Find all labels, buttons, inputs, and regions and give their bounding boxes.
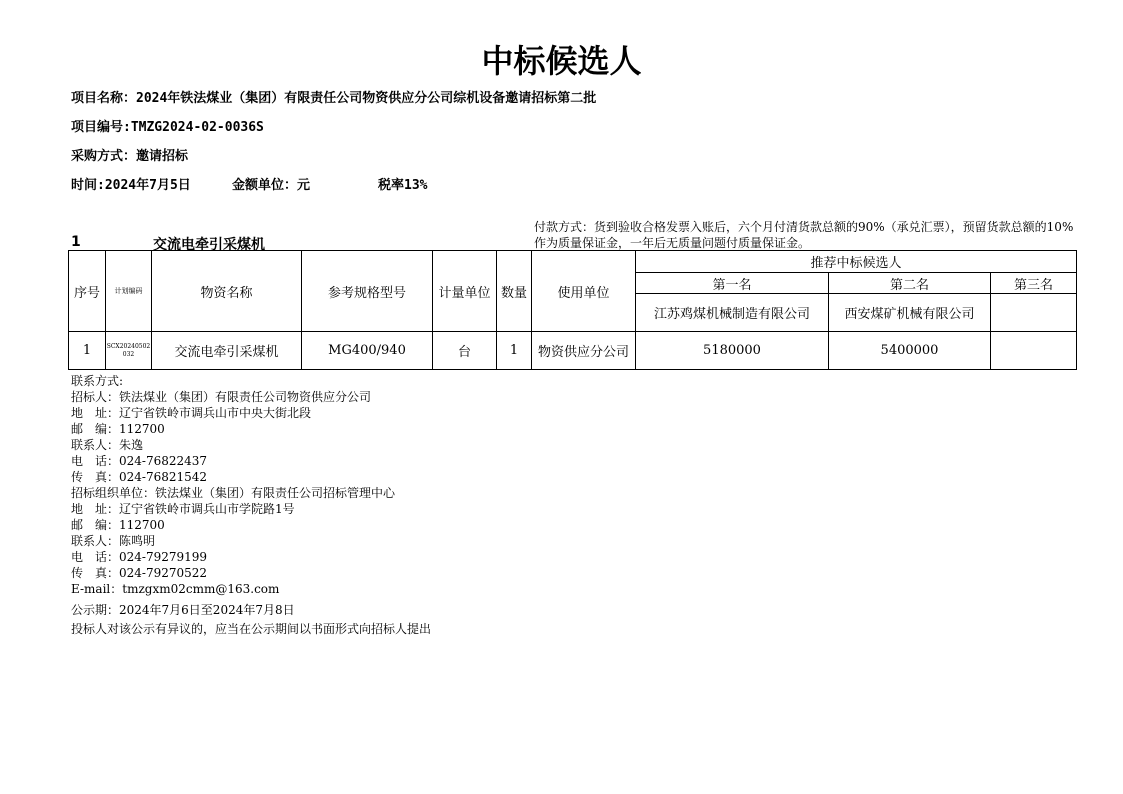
amount-unit: 金额单位：元 xyxy=(232,178,311,193)
header-spec: 参考规格型号 xyxy=(302,251,433,332)
candidate-first-name: 江苏鸡煤机械制造有限公司 xyxy=(636,294,829,332)
procurement-method: 采购方式：邀请招标 xyxy=(71,149,189,164)
header-item-name: 物资名称 xyxy=(152,251,302,332)
candidate-third-name xyxy=(991,294,1077,332)
project-number: 项目编号:TMZG2024-02-0036S xyxy=(71,120,264,135)
tax-rate: 税率13% xyxy=(378,178,428,193)
section-name: 交流电牵引采煤机 xyxy=(153,237,265,253)
header-plan-no: 计划编码 xyxy=(106,251,152,332)
header-unit: 计量单位 xyxy=(433,251,497,332)
publish-time: 时间:2024年7月5日 xyxy=(71,178,191,193)
contact-line: 地 址：辽宁省铁岭市调兵山市学院路1号 xyxy=(71,502,295,516)
row-plan-no: SCX20240502032 xyxy=(106,332,152,370)
contact-line: 地 址：辽宁省铁岭市调兵山市中央大街北段 xyxy=(71,406,312,420)
table-row xyxy=(69,332,1077,370)
contact-line: 招标人：铁法煤业（集团）有限责任公司物资供应分公司 xyxy=(71,390,372,404)
notice-period: 公示期：2024年7月6日至2024年7月8日 xyxy=(71,603,295,617)
contact-info xyxy=(71,373,395,597)
candidate-second-name: 西安煤矿机械有限公司 xyxy=(829,294,991,332)
row-seq: 1 xyxy=(69,332,106,370)
contact-line: 联系人：朱逸 xyxy=(71,438,144,452)
contact-line: 传 真：024-76821542 xyxy=(71,470,208,484)
objection-notice: 投标人对该公示有异议的，应当在公示期间以书面形式向招标人提出 xyxy=(71,622,432,636)
row-second-price: 5400000 xyxy=(829,332,991,370)
contact-line: 联系人：陈鸣明 xyxy=(71,534,156,548)
header-qty: 数量 xyxy=(497,251,532,332)
header-user-unit: 使用单位 xyxy=(532,251,636,332)
contact-line: 招标组织单位：铁法煤业（集团）有限责任公司招标管理中心 xyxy=(71,486,396,500)
contact-line: 传 真：024-79270522 xyxy=(71,566,208,580)
header-seq: 序号 xyxy=(69,251,106,332)
contact-line: 邮 编：112700 xyxy=(71,422,165,436)
section-number: 1 xyxy=(71,234,81,250)
header-third: 第三名 xyxy=(991,273,1077,294)
row-user-unit: 物资供应分公司 xyxy=(532,332,636,370)
header-first: 第一名 xyxy=(636,273,829,294)
contact-line: 电 话：024-79279199 xyxy=(71,550,208,564)
contact-line: E-mail：tmzgxm02cmm@163.com xyxy=(71,582,280,596)
page-title: 中标候选人 xyxy=(481,42,642,80)
contact-line: 联系方式: xyxy=(71,374,124,388)
candidate-table xyxy=(68,250,1077,370)
row-unit: 台 xyxy=(433,332,497,370)
row-item-name: 交流电牵引采煤机 xyxy=(152,332,302,370)
row-first-price: 5180000 xyxy=(636,332,829,370)
contact-line: 电 话：024-76822437 xyxy=(71,454,208,468)
header-second: 第二名 xyxy=(829,273,991,294)
project-name: 项目名称：2024年铁法煤业（集团）有限责任公司物资供应分公司综机设备邀请招标第二批 xyxy=(71,91,597,106)
payment-terms: 付款方式：货到验收合格发票入账后，六个月付清货款总额的90%（承兑汇票），预留货款总额的10%作为质量保证金，一年后无质量问题付质量保证金。 xyxy=(534,220,1074,250)
row-spec: MG400/940 xyxy=(302,332,433,370)
contact-line: 邮 编：112700 xyxy=(71,518,165,532)
row-qty: 1 xyxy=(497,332,532,370)
row-third-price xyxy=(991,332,1077,370)
header-recommended: 推荐中标候选人 xyxy=(636,251,1077,273)
